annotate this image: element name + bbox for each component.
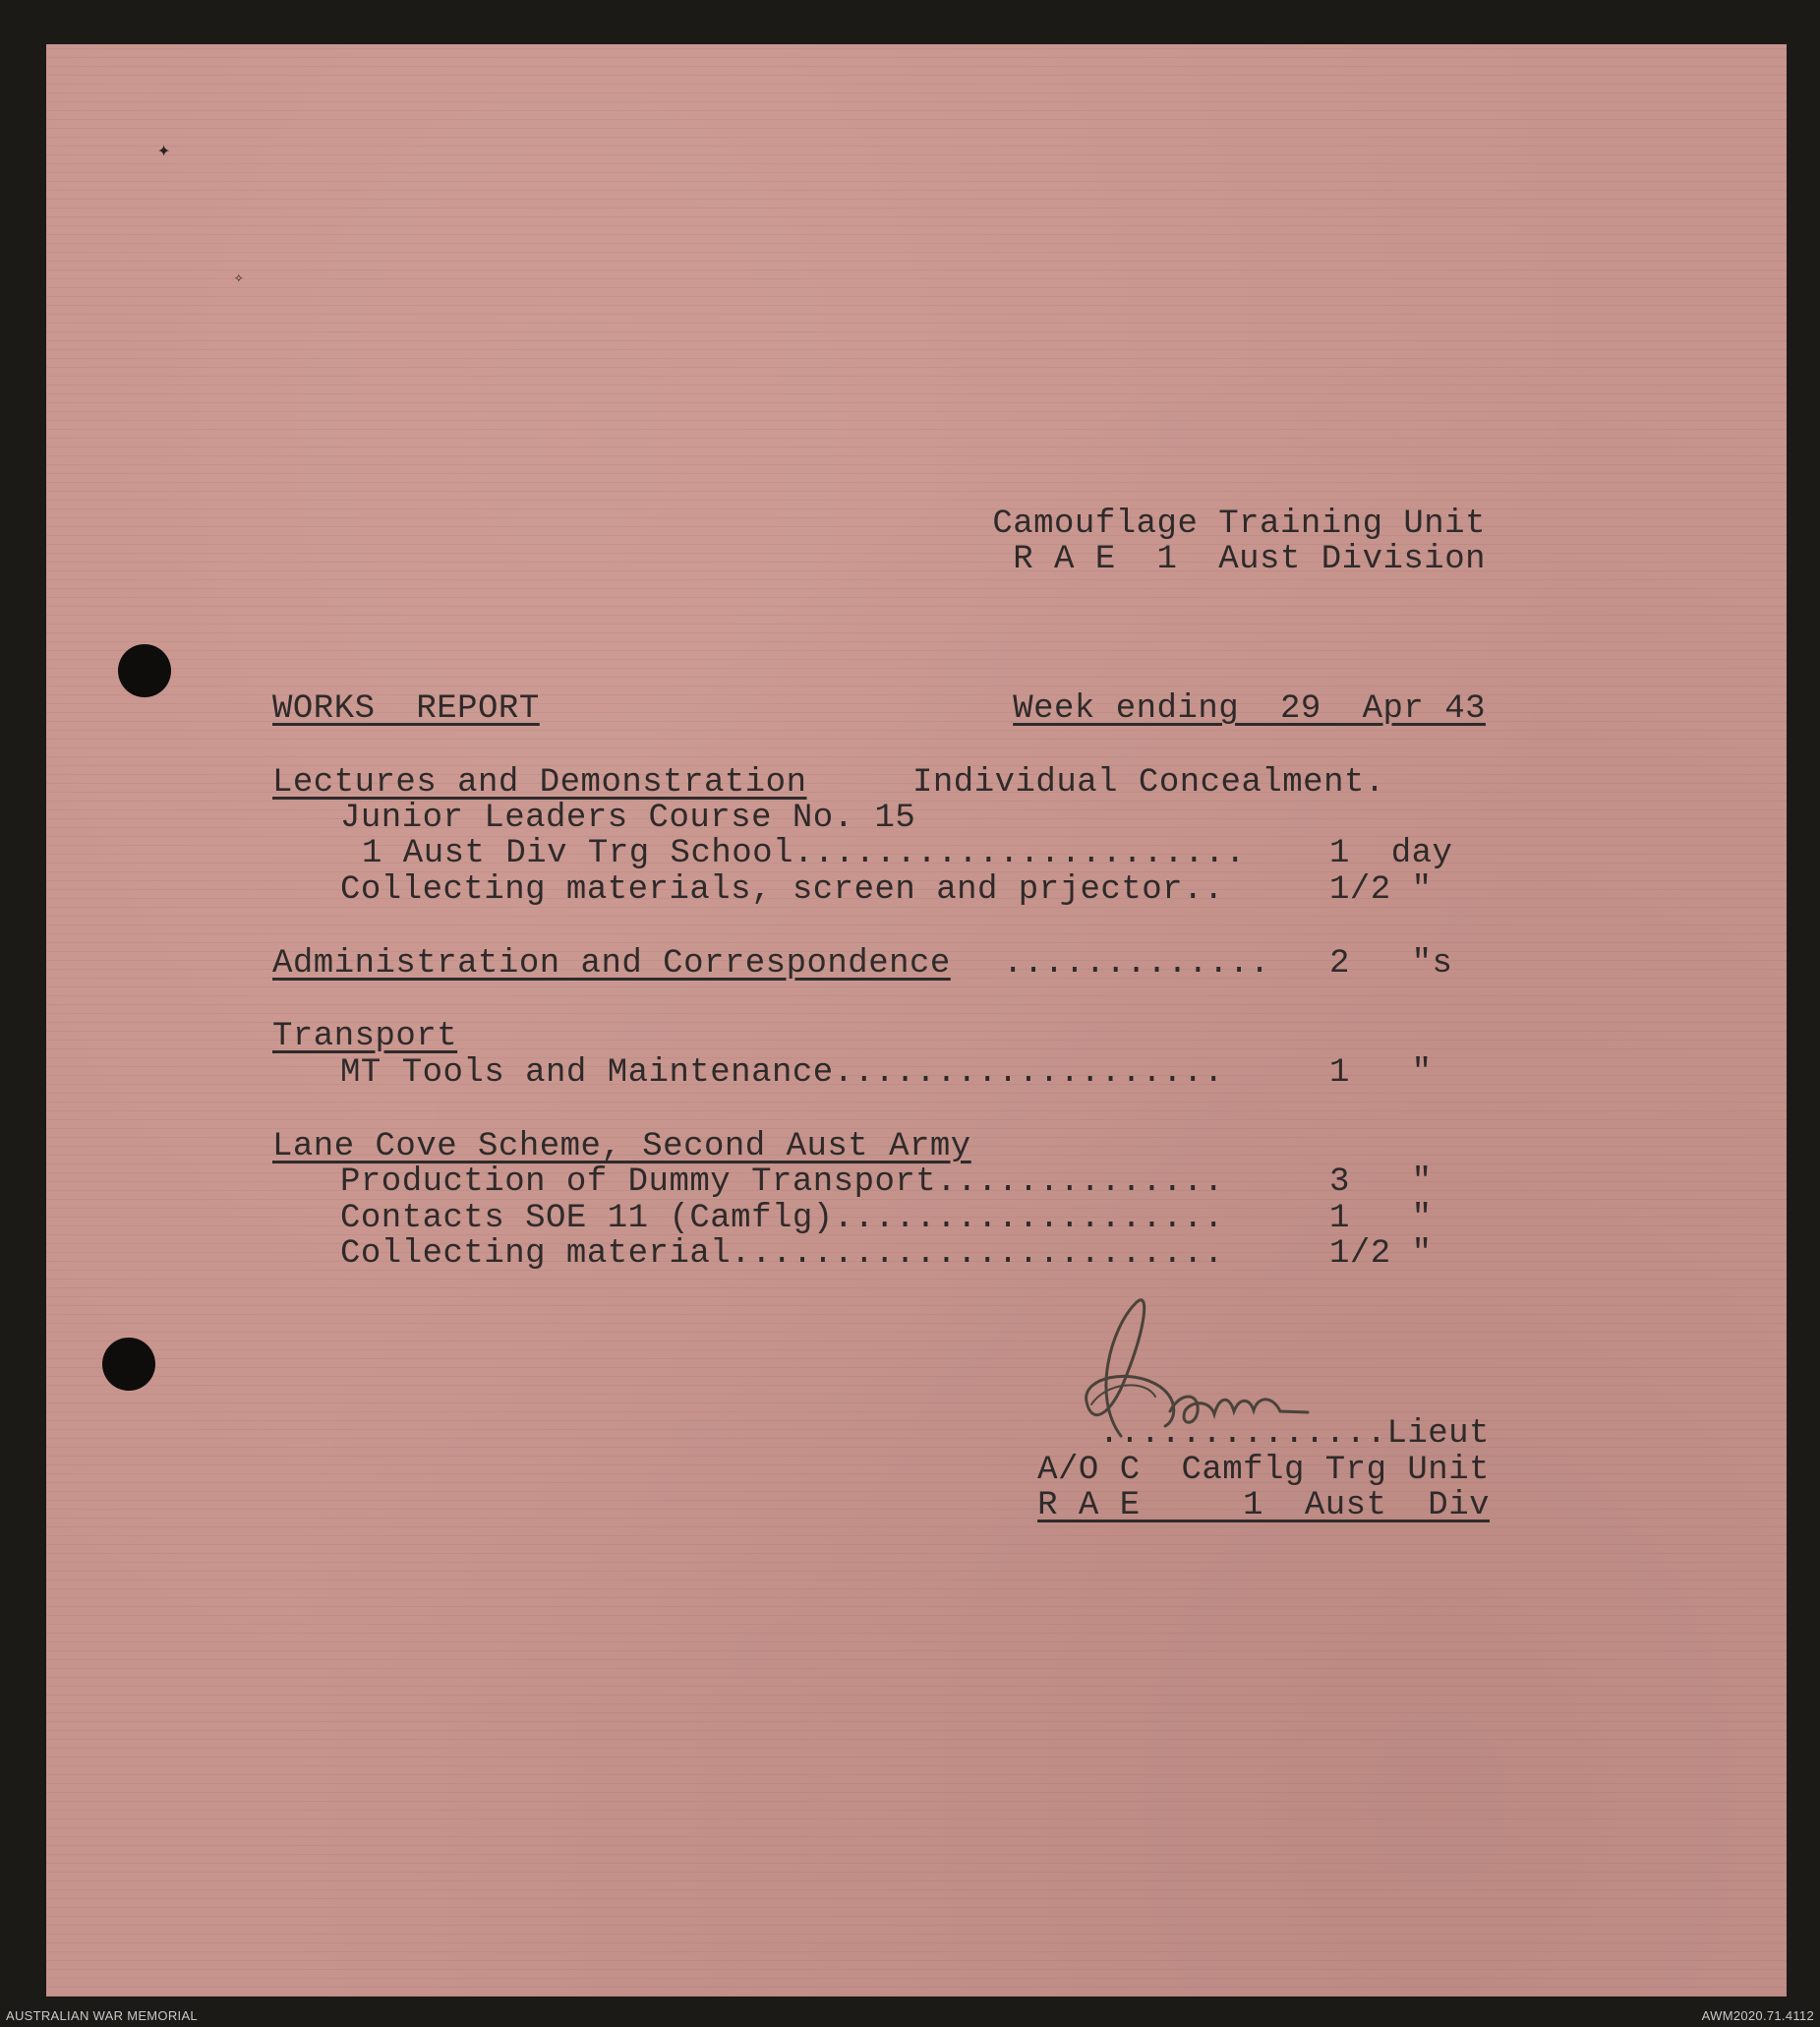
punch-hole-bottom [102, 1338, 155, 1391]
lectures-item-2-label: Collecting materials, screen and prjector.. [340, 871, 1224, 909]
lectures-course: Junior Leaders Course No. 15 [340, 800, 916, 837]
signature-line: ..............Lieut [1098, 1415, 1490, 1453]
signature-title: A/O C Camflg Trg Unit [1037, 1452, 1490, 1489]
report-title: WORKS REPORT [272, 690, 540, 728]
lectures-item-2-value: 1/2 " [1329, 871, 1433, 909]
lectures-item-1-value: 1 day [1329, 835, 1453, 872]
admin-value: 2 "s [1329, 945, 1453, 983]
footer-item-id: AWM2020.71.4112 [1701, 2008, 1814, 2023]
punch-hole-top [118, 644, 171, 697]
pin-mark-small: ✧ [234, 269, 244, 287]
lectures-item-1-label: 1 Aust Div Trg School...................... [362, 835, 1246, 872]
lane-cove-heading: Lane Cove Scheme, Second Aust Army [272, 1128, 971, 1165]
admin-dots: ............. [1003, 945, 1270, 983]
lane-cove-item-3-label: Collecting material........................ [340, 1235, 1224, 1273]
footer-archive-name: AUSTRALIAN WAR MEMORIAL [6, 2008, 198, 2023]
admin-heading: Administration and Correspondence [272, 945, 951, 983]
lane-cove-item-1-label: Production of Dummy Transport.............. [340, 1163, 1224, 1201]
unit-line-1: Camouflage Training Unit [992, 506, 1486, 543]
week-ending: Week ending 29 Apr 43 [1013, 690, 1486, 728]
transport-heading: Transport [272, 1018, 458, 1055]
lectures-heading: Lectures and Demonstration [272, 764, 807, 802]
lane-cove-item-2-label: Contacts SOE 11 (Camflg)................... [340, 1200, 1224, 1237]
lane-cove-item-2-value: 1 " [1329, 1200, 1433, 1237]
lectures-subject: Individual Concealment. [912, 764, 1385, 802]
pin-mark: ✦ [157, 139, 171, 163]
lane-cove-item-1-value: 3 " [1329, 1163, 1433, 1201]
transport-item-1-value: 1 " [1329, 1054, 1433, 1092]
signature-unit: R A E 1 Aust Div [1037, 1487, 1490, 1524]
transport-item-1-label: MT Tools and Maintenance................... [340, 1054, 1224, 1092]
lane-cove-item-3-value: 1/2 " [1329, 1235, 1433, 1273]
unit-line-2: R A E 1 Aust Division [1013, 541, 1486, 578]
